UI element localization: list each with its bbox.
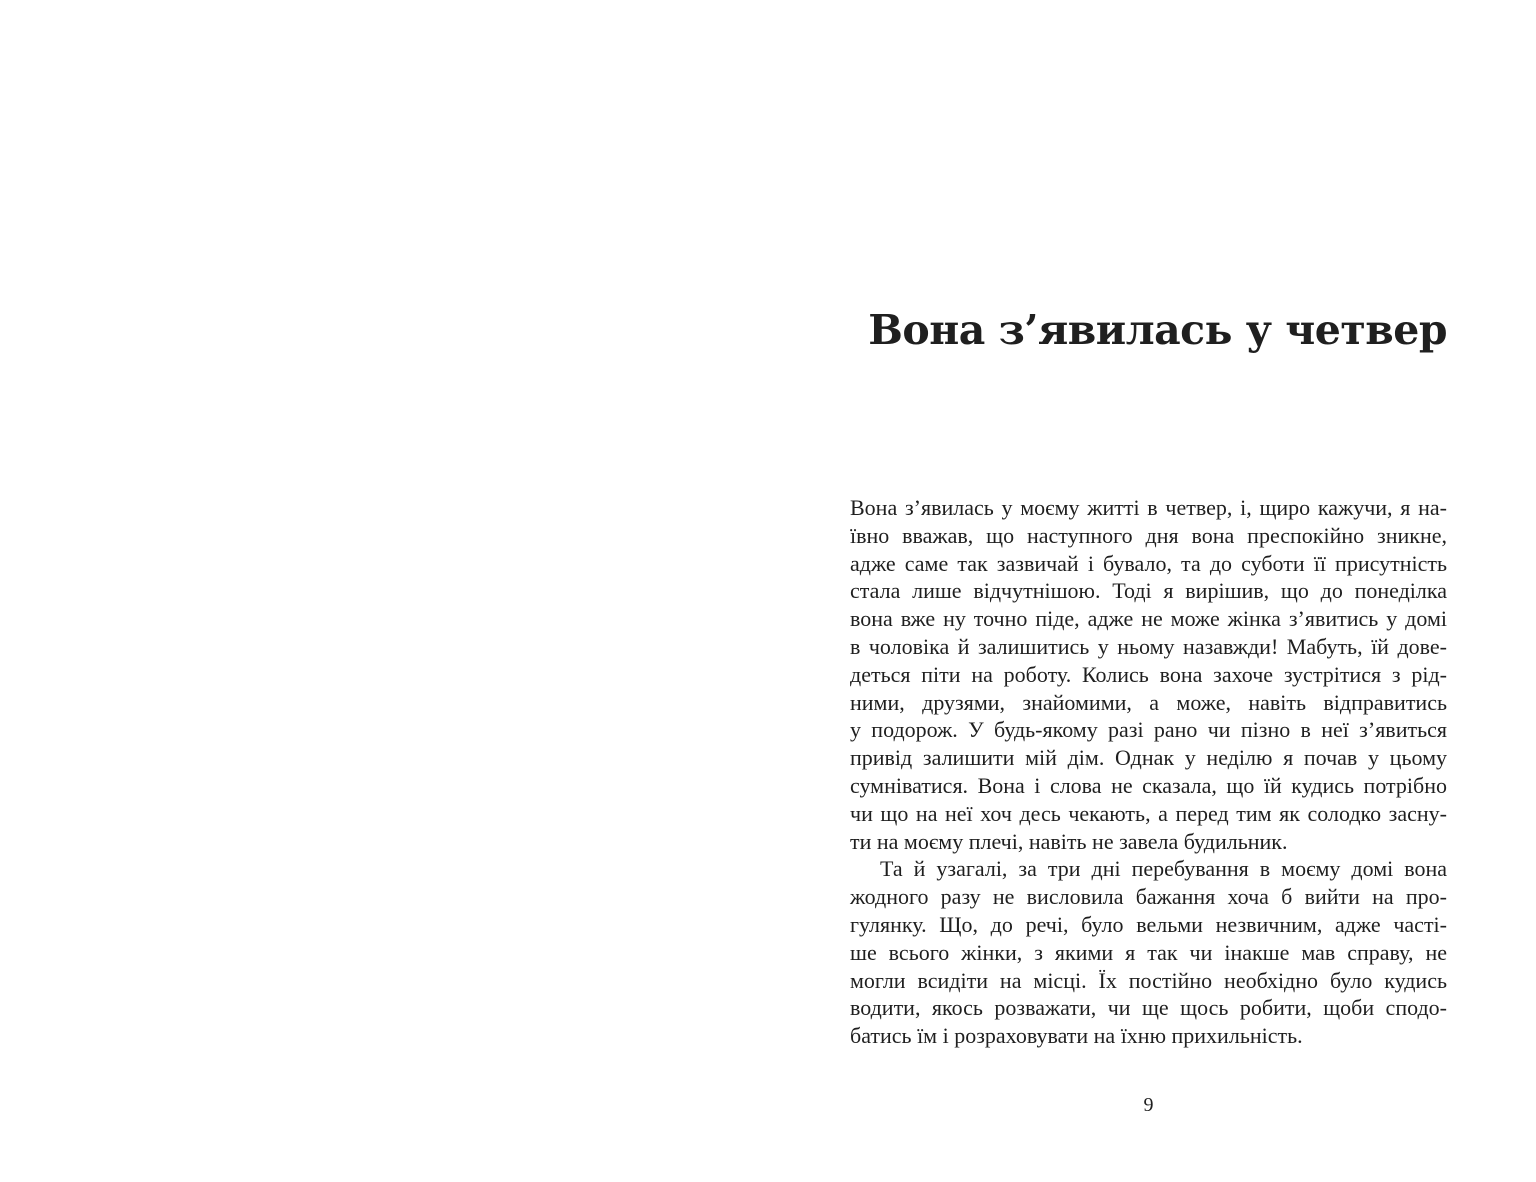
- chapter-title: Вона з’явилась у четвер: [868, 306, 1447, 354]
- text-line: Вона з’явилась у моєму житті в четвер, і, щиро кажучи, я на-: [850, 495, 1447, 520]
- page-number: 9: [1143, 1094, 1154, 1116]
- text-line: жодного разу не висловила бажання хоча б вийти на про-: [850, 884, 1447, 910]
- text-line: адже саме так зазвичай і бувало, та до суботи її присутність: [850, 550, 1447, 576]
- right-page: [768, 0, 1536, 1182]
- text-line: ними, друзями, знайомими, а може, навіть відправитись: [850, 689, 1447, 715]
- text-line: ше всього жінки, з якими я так чи інакше мав справу, не: [850, 939, 1447, 965]
- text-line: сумніватися. Вона і слова не сказала, що їй кудись потрібно: [850, 772, 1447, 798]
- text-line: стала лише відчутнішою. Тоді я вирішив, що до понеділка: [850, 578, 1447, 604]
- text-line: деться піти на роботу. Колись вона захоче зустрітися з рід-: [850, 661, 1447, 687]
- text-line: вона вже ну точно піде, адже не може жінка з’явитись у домі: [850, 606, 1447, 632]
- text-line: в чоловіка й залишитись у ньому назавжди! Мабуть, їй дове-: [850, 633, 1447, 659]
- text-line: привід залишити мій дім. Однак у неділю я почав у цьому: [850, 745, 1447, 771]
- paragraph-start-line: Та й узагалі, за три дні перебування в моєму домі вона: [880, 856, 1447, 882]
- paragraph-end-line: батись їм і розраховувати на їхню прихильність.: [850, 1023, 1303, 1049]
- text-line: могли всидіти на місці. Їх постійно необхідно було кудись: [850, 967, 1447, 993]
- paragraph-end-line: ти на моєму плечі, навіть не завела будильник.: [850, 828, 1288, 854]
- text-line: ївно вважав, що наступного дня вона преспокійно зникне,: [850, 522, 1447, 548]
- text-line: гулянку. Що, до речі, було вельми незвичним, адже часті-: [850, 911, 1447, 937]
- text-line: у подорож. У будь-якому разі рано чи пізно в неї з’явиться: [850, 717, 1447, 743]
- text-line: чи що на неї хоч десь чекають, а перед тим як солодко засну-: [850, 800, 1447, 826]
- body-text: [850, 494, 1447, 1050]
- text-line: водити, якось розважати, чи ще щось робити, щоби сподо-: [850, 995, 1447, 1021]
